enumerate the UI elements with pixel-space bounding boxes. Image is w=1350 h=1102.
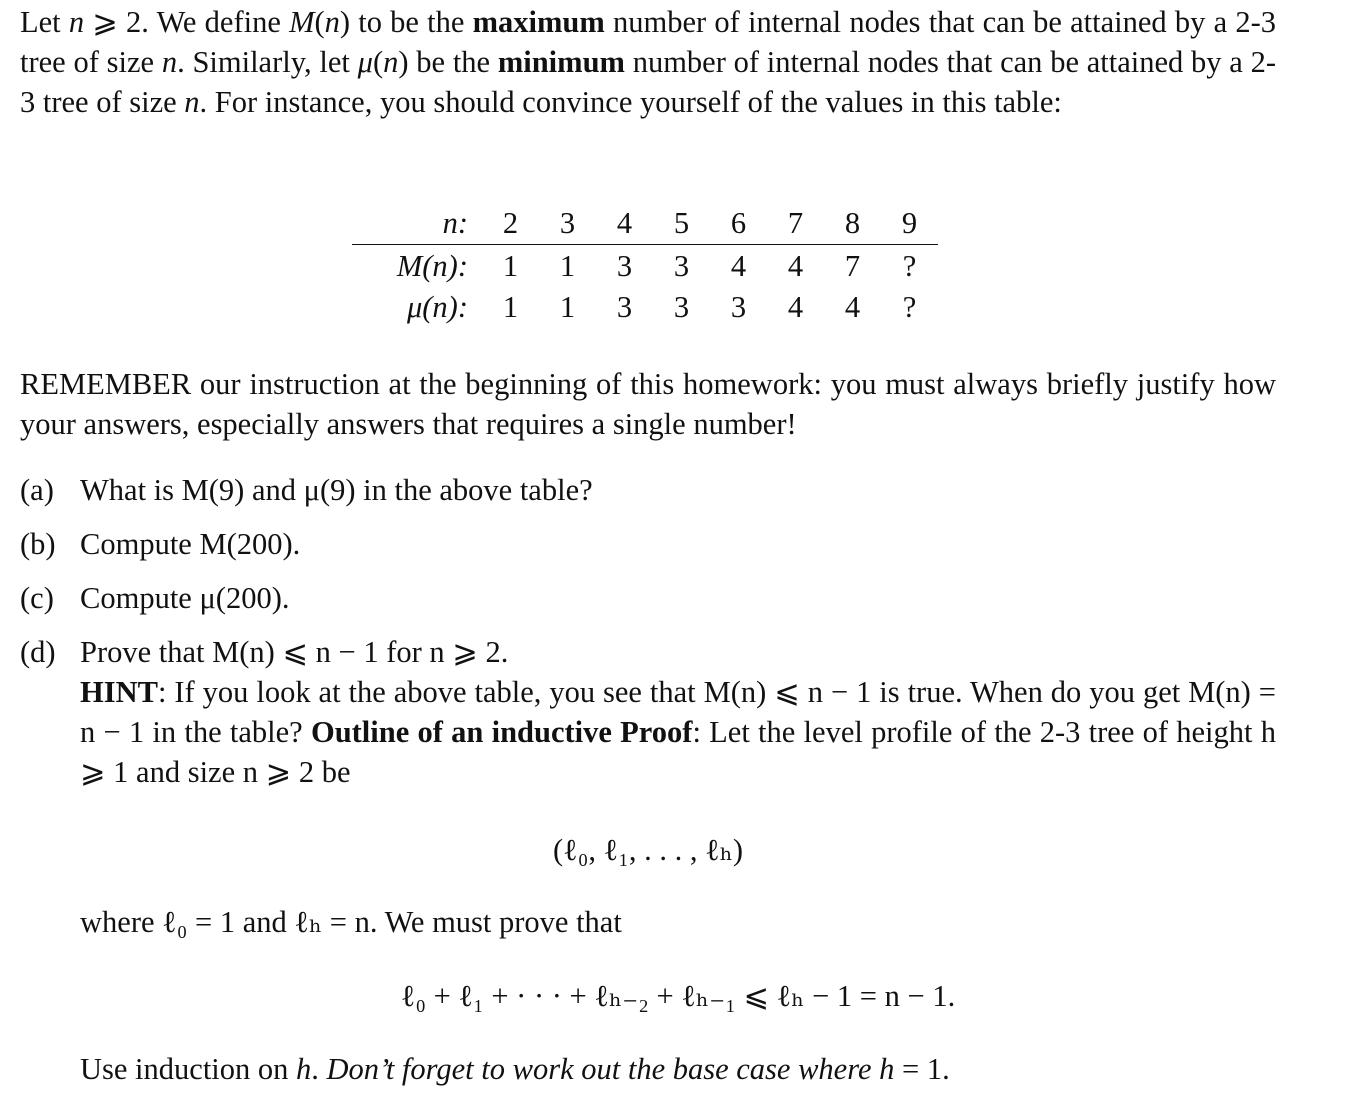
row-header-M: M(n): — [396, 248, 468, 283]
values-table — [352, 202, 938, 327]
question-a — [20, 470, 1276, 510]
table-row-M: M(n): 1 1 3 3 4 4 7 ? — [352, 245, 938, 287]
base-case-italic: Don’t forget to work out the base case where — [326, 1052, 880, 1086]
row-header-mu: μ(n): — [406, 289, 468, 324]
question-b-text: Compute M(200). — [80, 527, 301, 561]
bold-minimum: minimum — [497, 45, 625, 79]
table-row-mu: μ(n): 1 1 3 3 3 4 4 ? — [352, 286, 938, 327]
question-b — [20, 524, 1276, 564]
level-profile-equation: (ℓ₀, ℓ₁, . . . , ℓₕ) — [552, 833, 744, 867]
where-line: where ℓ₀ = 1 and ℓₕ = n. We must prove that — [80, 905, 622, 939]
remember-paragraph: REMEMBER our instruction at the beginning of this homework: you must always briefly justify how your answers, especially answers that requires a single number! — [20, 367, 1276, 441]
question-d-label: (d) — [20, 635, 56, 669]
question-c-label: (c) — [20, 581, 54, 615]
outline-label: Outline of an inductive Proof — [310, 715, 693, 749]
row-header-n: n: — [352, 202, 482, 245]
question-c-text: Compute μ(200). — [80, 581, 290, 615]
question-c — [20, 578, 1276, 618]
question-d — [20, 632, 1276, 792]
intro-paragraph: Let n ⩾ 2. We define M(n) to be the maximum number of internal nodes that can be attained by a 2-3 tree of size n. Similarly, let μ(n) be the minimum number of internal nodes that can be attained by a 2-3 tree of size n. For instance, you should convince yourself of the values in this table: — [20, 5, 1276, 119]
inequality-equation: ℓ₀ + ℓ₁ + · · · + ℓₕ₋₂ + ℓₕ₋₁ ⩽ ℓₕ − 1 = n − 1. — [400, 979, 956, 1013]
table-row-n: n: 2 3 4 5 6 7 8 9 — [352, 202, 938, 245]
bold-maximum: maximum — [472, 5, 605, 39]
question-b-label: (b) — [20, 527, 56, 561]
hint-label: HINT — [80, 675, 158, 709]
induction-instruction: Use induction on h. Don’t forget to work out the base case where h = 1. — [80, 1052, 950, 1086]
question-list — [20, 470, 1276, 792]
question-d-text: Prove that M(n) ⩽ n − 1 for n ⩾ 2. — [80, 635, 509, 669]
question-a-label: (a) — [20, 473, 54, 507]
question-a-text: What is M(9) and μ(9) in the above table? — [80, 473, 593, 507]
problem-page — [20, 2, 1276, 1086]
hint-paragraph: HINT: If you look at the above table, you see that M(n) ⩽ n − 1 is true. When do you get M(n) = n − 1 in the table? Outline of an inductive Proof: Let the level profile of the 2-3 tree of height h ⩾ 1 and size n ⩾ 2 be — [80, 675, 1276, 789]
